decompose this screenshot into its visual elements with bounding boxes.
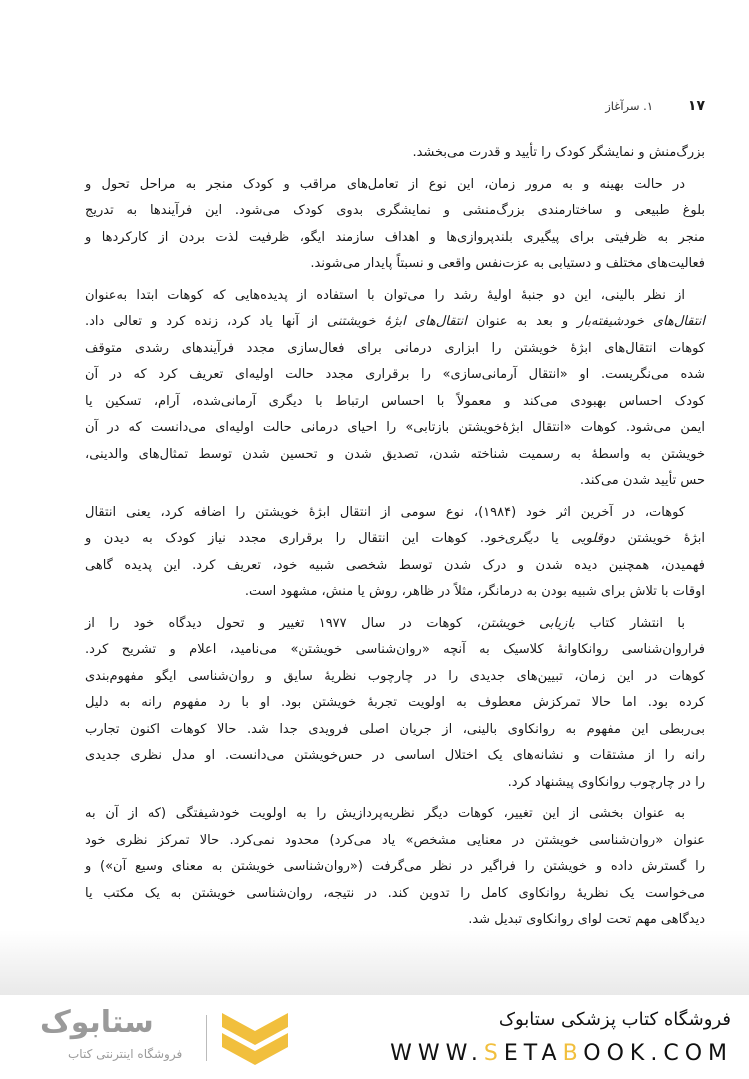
text-line <box>85 611 705 638</box>
setabook-logo[interactable] <box>28 1003 298 1073</box>
logo-divider <box>206 1015 207 1061</box>
text-line: در حالت بهینه و به مرور زمان، این نوع از تعامل‌های مراقب و کودک منجر به مراحل تحول و <box>85 176 685 192</box>
store-url[interactable] <box>390 1041 733 1066</box>
text-segment: یا <box>538 531 572 546</box>
text-line: رانه را از مشتقات و نشانه‌های یک اختلال اساسی در حس‌خویشتن می‌دانست. او مدل نظری جدیدی <box>85 748 705 763</box>
url-part-accent: S <box>483 1041 504 1066</box>
url-part-accent: B <box>562 1041 584 1066</box>
italic-term: انتقال‌های ابژهٔ خویشتنی <box>326 314 467 329</box>
paragraph <box>85 283 705 495</box>
text-line: دیدگاهی مهم تحت لوای روانکاوی تبدیل شد. <box>468 912 705 927</box>
text-line: کوهات در این زمان، تبیین‌های جدیدی را در چارچوب نظریهٔ سایق و روان‌شناسی ایگو مفهوم‌بندی <box>85 668 705 684</box>
page-number: ۱۷ <box>687 98 705 114</box>
italic-term: انتقال‌های خودشیفته‌بار <box>577 314 705 329</box>
text-line: بلوغ طبیعی و ساختارمندی بزرگ‌منشی و نمایشگری بدوی کودک می‌شود. این فرآیندها به تدریج <box>85 203 705 218</box>
italic-term: دیگری‌خود <box>484 531 539 546</box>
logo-text: ستابوک <box>40 1005 154 1040</box>
text-line <box>85 526 705 553</box>
text-line: ایمن می‌شود. کوهات «انتقال ابژهٔ‌خویشتن بازتابی» را احیای درمانی حالت اولیه‌ای می‌دانست که در آن <box>85 420 705 435</box>
text-line: به عنوان بخشی از این تغییر، کوهات دیگر نظریه‌پردازیش را به اولویت خودشیفتگی (که از آن به <box>85 806 685 821</box>
text-line: را در چارچوب روانکاوی پیشنهاد کرد. <box>507 774 705 790</box>
text-line: شده می‌نگریست. او «انتقال آرمانی‌سازی» را برقراری مجدد حالت اولیه‌ای تعریف کرد که در آن <box>85 367 705 382</box>
paragraph <box>85 500 705 606</box>
url-part: WWW. <box>390 1041 484 1066</box>
store-name: فروشگاه کتاب پزشکی ستابوک <box>498 1009 731 1030</box>
italic-term: بازیابی خویشتن <box>480 615 575 631</box>
text-segment: . کوهات این انتقال را برقراری مجدد نیاز کودک به دیدن و <box>85 531 485 546</box>
text-line: اوقات با تلاش برای شبیه بودن به درمانگر، مثلاً در ظاهر، روش یا منش، مشهود است. <box>244 584 705 599</box>
text-line: از نظر بالینی، این دو جنبهٔ اولیهٔ رشد را می‌توان با استفاده از پدیده‌هایی که کوهات ابتدا به‌عنوان <box>85 287 685 303</box>
text-line: منجر به ظرفیتی برای پیگیری بلندپروازی‌ها و اهداف سازمند ایگو، ظرفیت لذت بردن از کارکردها و <box>85 229 705 245</box>
text-line: بزرگ‌منش و نمایشگر کودک را تأیید و قدرت می‌بخشد. <box>412 145 705 160</box>
text-line: می‌خواست یک نظریهٔ روانکاوی کامل را تدوین کند. در نتیجه، روان‌شناسی خویشتن به یک مکتب یا <box>85 885 705 901</box>
chapter-title: ۱. سرآغاز <box>605 99 653 113</box>
paragraph <box>85 801 705 934</box>
text-line: عنوان «روان‌شناسی خویشتن در معنایی مشخص» یاد می‌کرد) محدود نمی‌کرد. حالا تمرکز نظری خود <box>85 832 705 848</box>
text-line: فعالیت‌های مختلف و دستیابی به عزت‌نفس واقعی و نسبتاً پایدار می‌شوند. <box>310 256 705 271</box>
body-text <box>85 140 705 934</box>
paragraph <box>85 172 705 278</box>
paragraph <box>85 611 705 797</box>
text-line: کودک احساس بهبودی می‌کند و معمولاً با احساس ارتباط با دیگری آرمانی‌شده، آرام، تسکین یا <box>85 393 705 409</box>
footer-banner <box>0 995 749 1079</box>
text-line: فهمیدن، همچنین دیده شدن و درک شدن توسط شخصی شبیه خود، تعریف کرد. این پدیده گاهی <box>85 557 705 573</box>
text-segment: و بعد به عنوان <box>466 314 578 329</box>
paragraph <box>85 140 705 167</box>
chevron-logo-icon <box>220 1009 290 1069</box>
url-part: ETA <box>503 1041 563 1066</box>
url-part: OOK.COM <box>583 1041 733 1066</box>
text-line: را گسترش داده و خویشتن را فراگیر در نظر می‌گرفت («روان‌شناسی خویشتن به معنای وسیع آن») و <box>85 859 705 874</box>
logo-subtitle: فروشگاه اینترنتی کتاب <box>68 1047 183 1061</box>
text-segment: ، کوهات در سال ۱۹۷۷ تغییر و تحول دیدگاه خود را از <box>85 615 481 631</box>
text-segment: با انتشار کتاب <box>574 615 686 631</box>
running-header <box>85 98 705 118</box>
text-segment: از آنها یاد کرد، زنده کرد و تعالی داد. <box>85 314 327 329</box>
text-line <box>85 309 705 336</box>
text-line: فراروان‌شناسی روانکاوانهٔ کلاسیک به آنچه «روان‌شناسی خویشتن» می‌نامید، اعلام و تشریح کرد. <box>85 642 705 657</box>
italic-term: دوقلویی <box>571 531 615 546</box>
text-line: کرده بود. اما حالا تمرکزش معطوف به اولویت تجربهٔ خویشتن بود. او با رد مفهوم رانه به دلیل <box>85 695 705 710</box>
text-line: کوهات انتقال‌های ابژهٔ خویشتن را ابزاری درمانی برای فعال‌سازی مجدد فرآیندهای رشدی متوقف <box>85 340 705 356</box>
text-line: حس تأیید شدن می‌کند. <box>579 473 705 488</box>
text-line: بی‌ربطی این مفهوم به روانکاوی بالینی، از جریان اصلی فرویدی جدا شد. حالا کوهات اکنون تجارب <box>85 721 705 737</box>
text-segment: ابژهٔ خویشتن <box>614 531 705 546</box>
text-line: کوهات، در آخرین اثر خود (۱۹۸۴)، نوع سومی از انتقال ابژهٔ خویشتن را اضافه کرد، یعنی انتقال <box>85 504 686 520</box>
text-line: خویشتن به واسطهٔ به رسمیت شناخته شدن، تصدیق شدن و تحسین شدن توسط تمثال‌های والدینی، <box>85 446 705 462</box>
